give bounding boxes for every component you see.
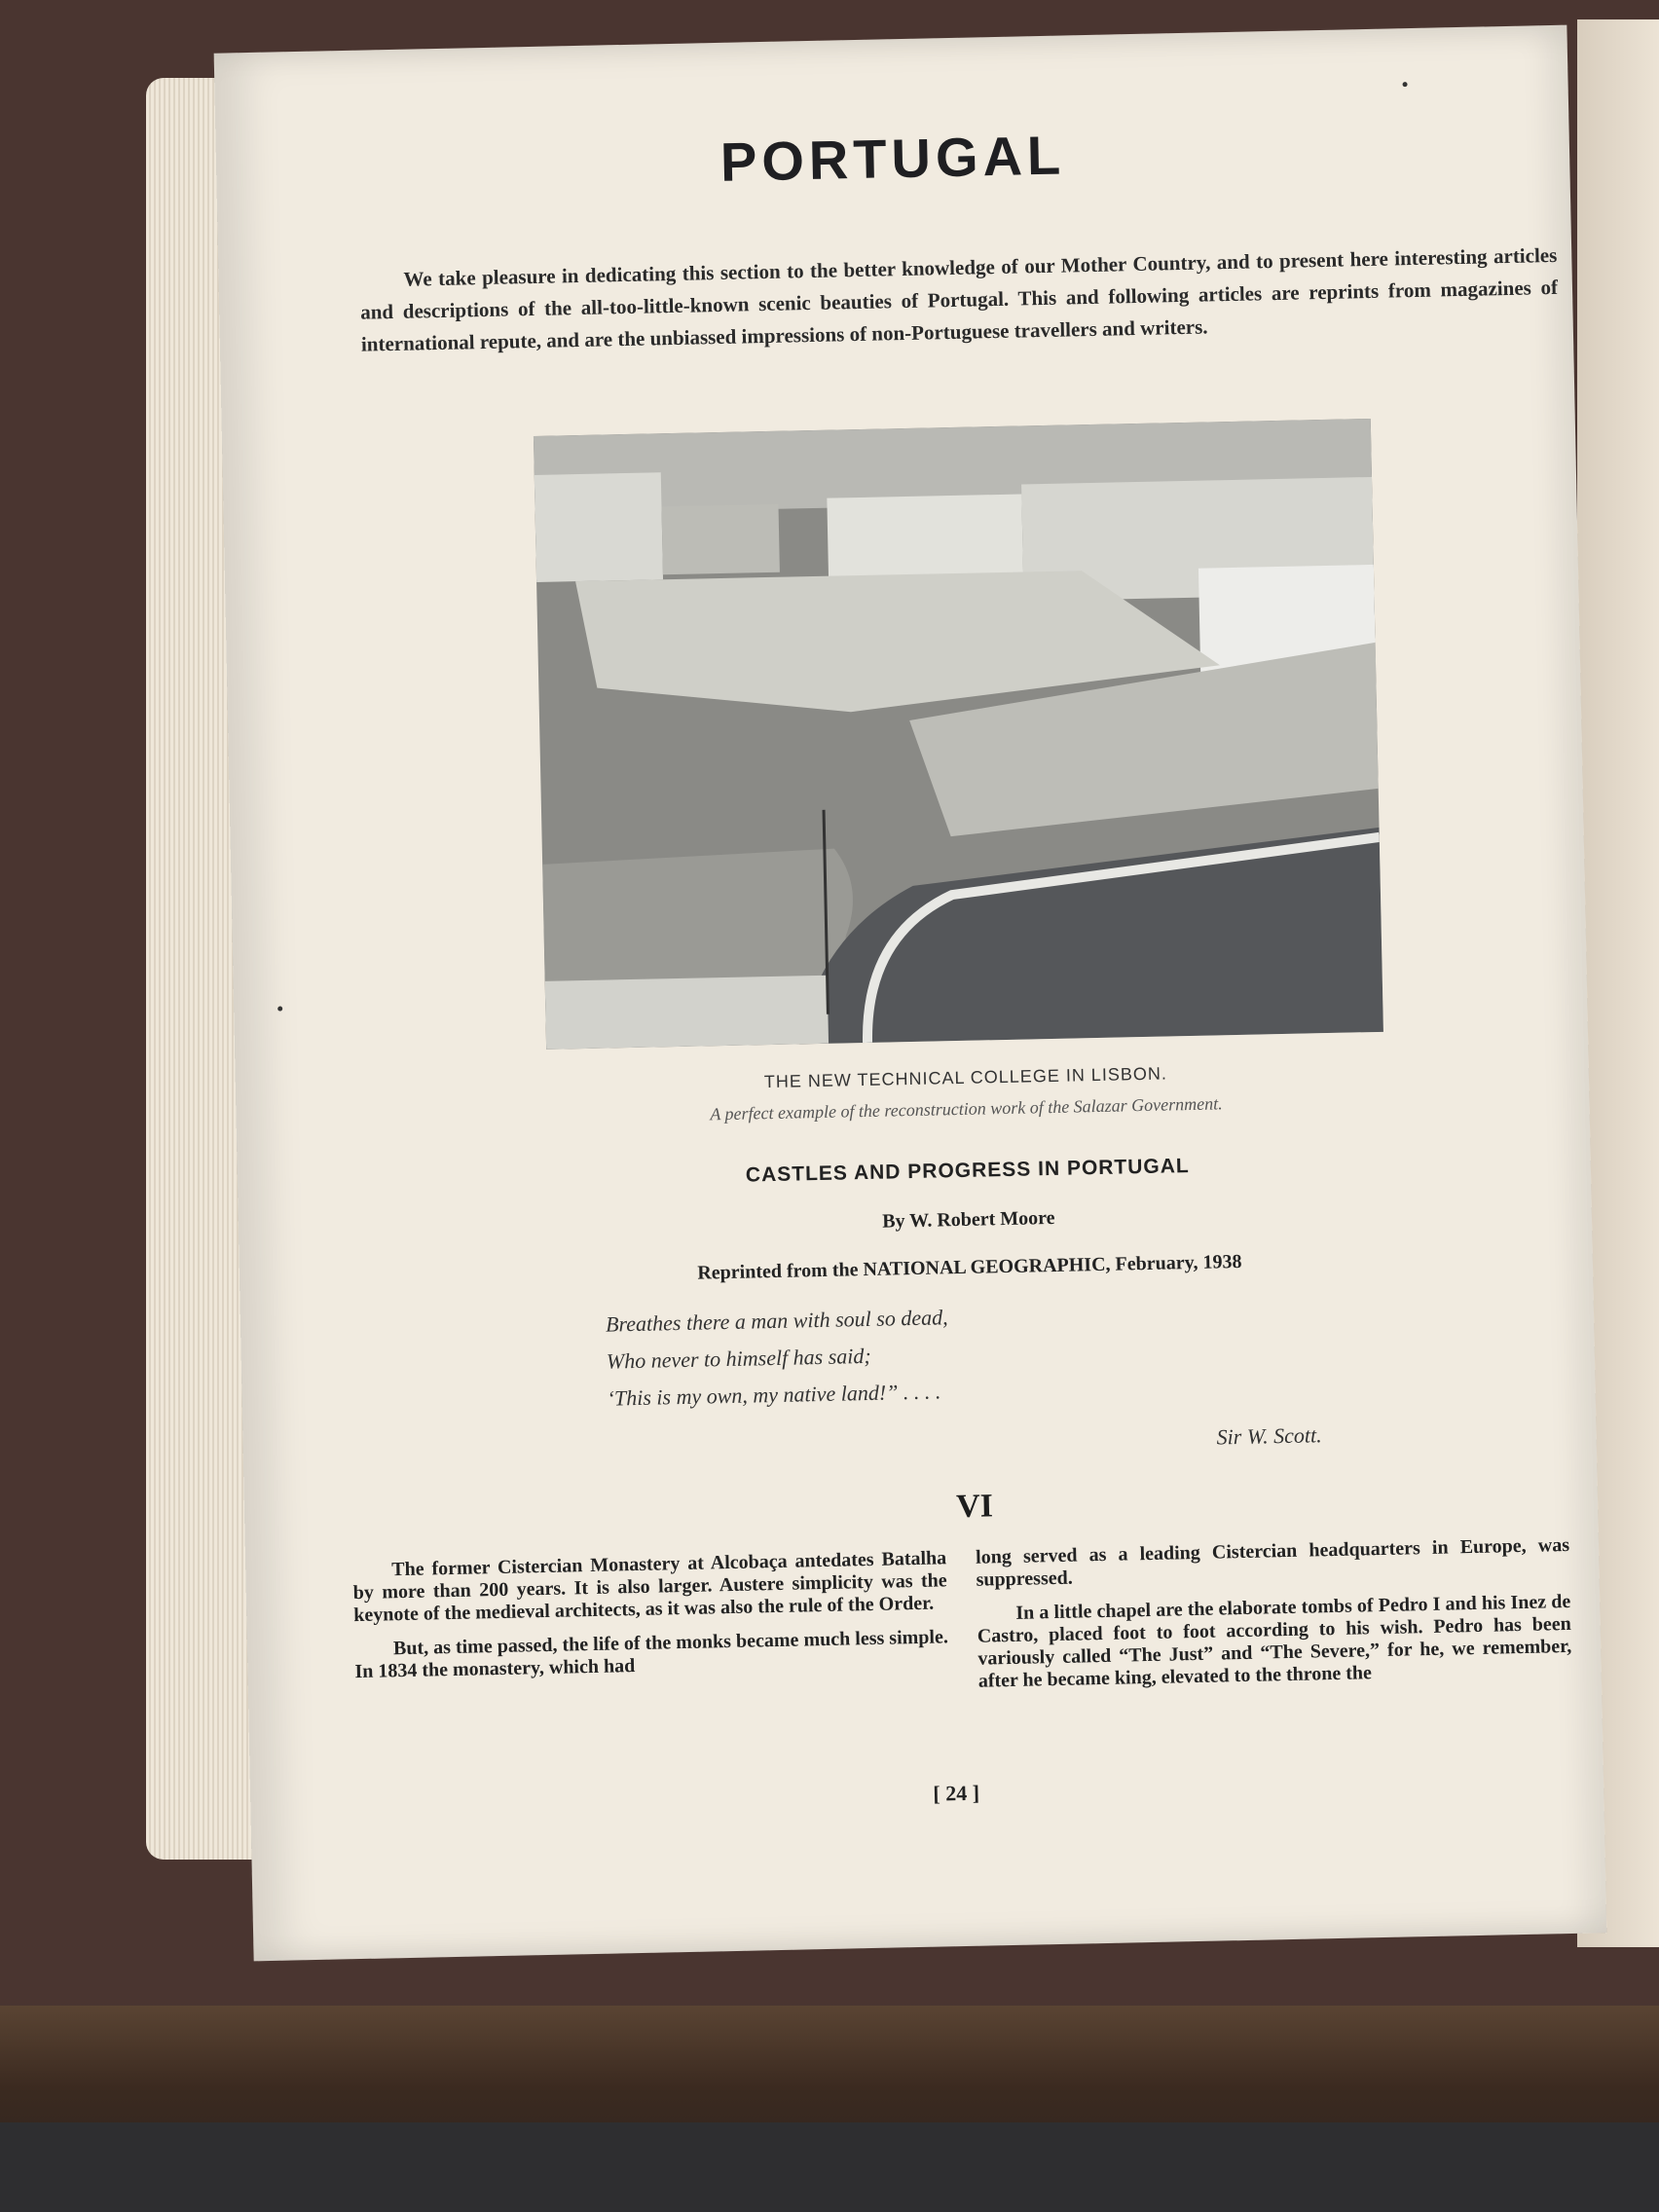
section-number: VI [955,1488,994,1526]
page-number: [ 24 ] [933,1780,980,1806]
photo-building-block [661,504,779,574]
photo-caption: THE NEW TECHNICAL COLLEGE IN LISBON. [763,1063,1168,1092]
epigraph-poem [606,1299,950,1417]
page-title: PORTUGAL [719,124,1066,193]
left-column [352,1547,949,1695]
article-byline: By W. Robert Moore [881,1206,1055,1233]
book-page [214,25,1607,1962]
right-column [976,1534,1572,1705]
photo-subcaption: A perfect example of the reconstruction work of the Salazar Government. [710,1093,1223,1124]
body-paragraph: In a little chapel are the elaborate tombs of Pedro I and his Inez de Castro, placed foot to foot according to his wish. Pedro has been variously called “The Just” and “The Severe,” for he, we remember, after he became king, elevated to the throne the [977,1590,1572,1692]
poem-line: ‘This is my own, my native land!” . . . . [607,1379,941,1411]
college-photo [534,419,1383,1050]
article-title: CASTLES AND PROGRESS IN PORTUGAL [745,1155,1190,1187]
ink-speck [1403,82,1408,87]
poem-attribution: Sir W. Scott. [1216,1422,1322,1450]
floor [0,2122,1659,2212]
body-paragraph: The former Cistercian Monastery at Alcobaça antedates Batalha by more than 200 years. It is also larger. Austere simplicity was the keynote of the medieval architects, as it was also the rule of the Order. [352,1547,947,1627]
photo-illustration [534,419,1383,1050]
poem-line: Who never to himself has said; [606,1343,871,1374]
poem-line: Breathes there a man with soul so dead, [605,1305,948,1337]
photo-plaza [795,828,1383,1045]
reprint-note: Reprinted from the NATIONAL GEOGRAPHIC, February, 1938 [697,1250,1242,1284]
photo-wall [545,976,829,1050]
ink-speck [277,1007,282,1012]
body-paragraph: long served as a leading Cistercian headquarters in Europe, was suppressed. [975,1533,1570,1591]
intro-paragraph: We take pleasure in dedicating this section to the better knowledge of our Mother Country, and to present here interesting articles and descriptions of the all-too-little-known scenic beauties of Portugal. This and following articles are reprints from magazines of international repute, and are the unbiassed impressions of non-Portuguese travellers and writers. [359,242,1559,356]
photo-building-left [535,472,663,582]
body-paragraph: But, as time passed, the life of the monks became much less simple. In 1834 the monastery, which had [354,1626,949,1683]
